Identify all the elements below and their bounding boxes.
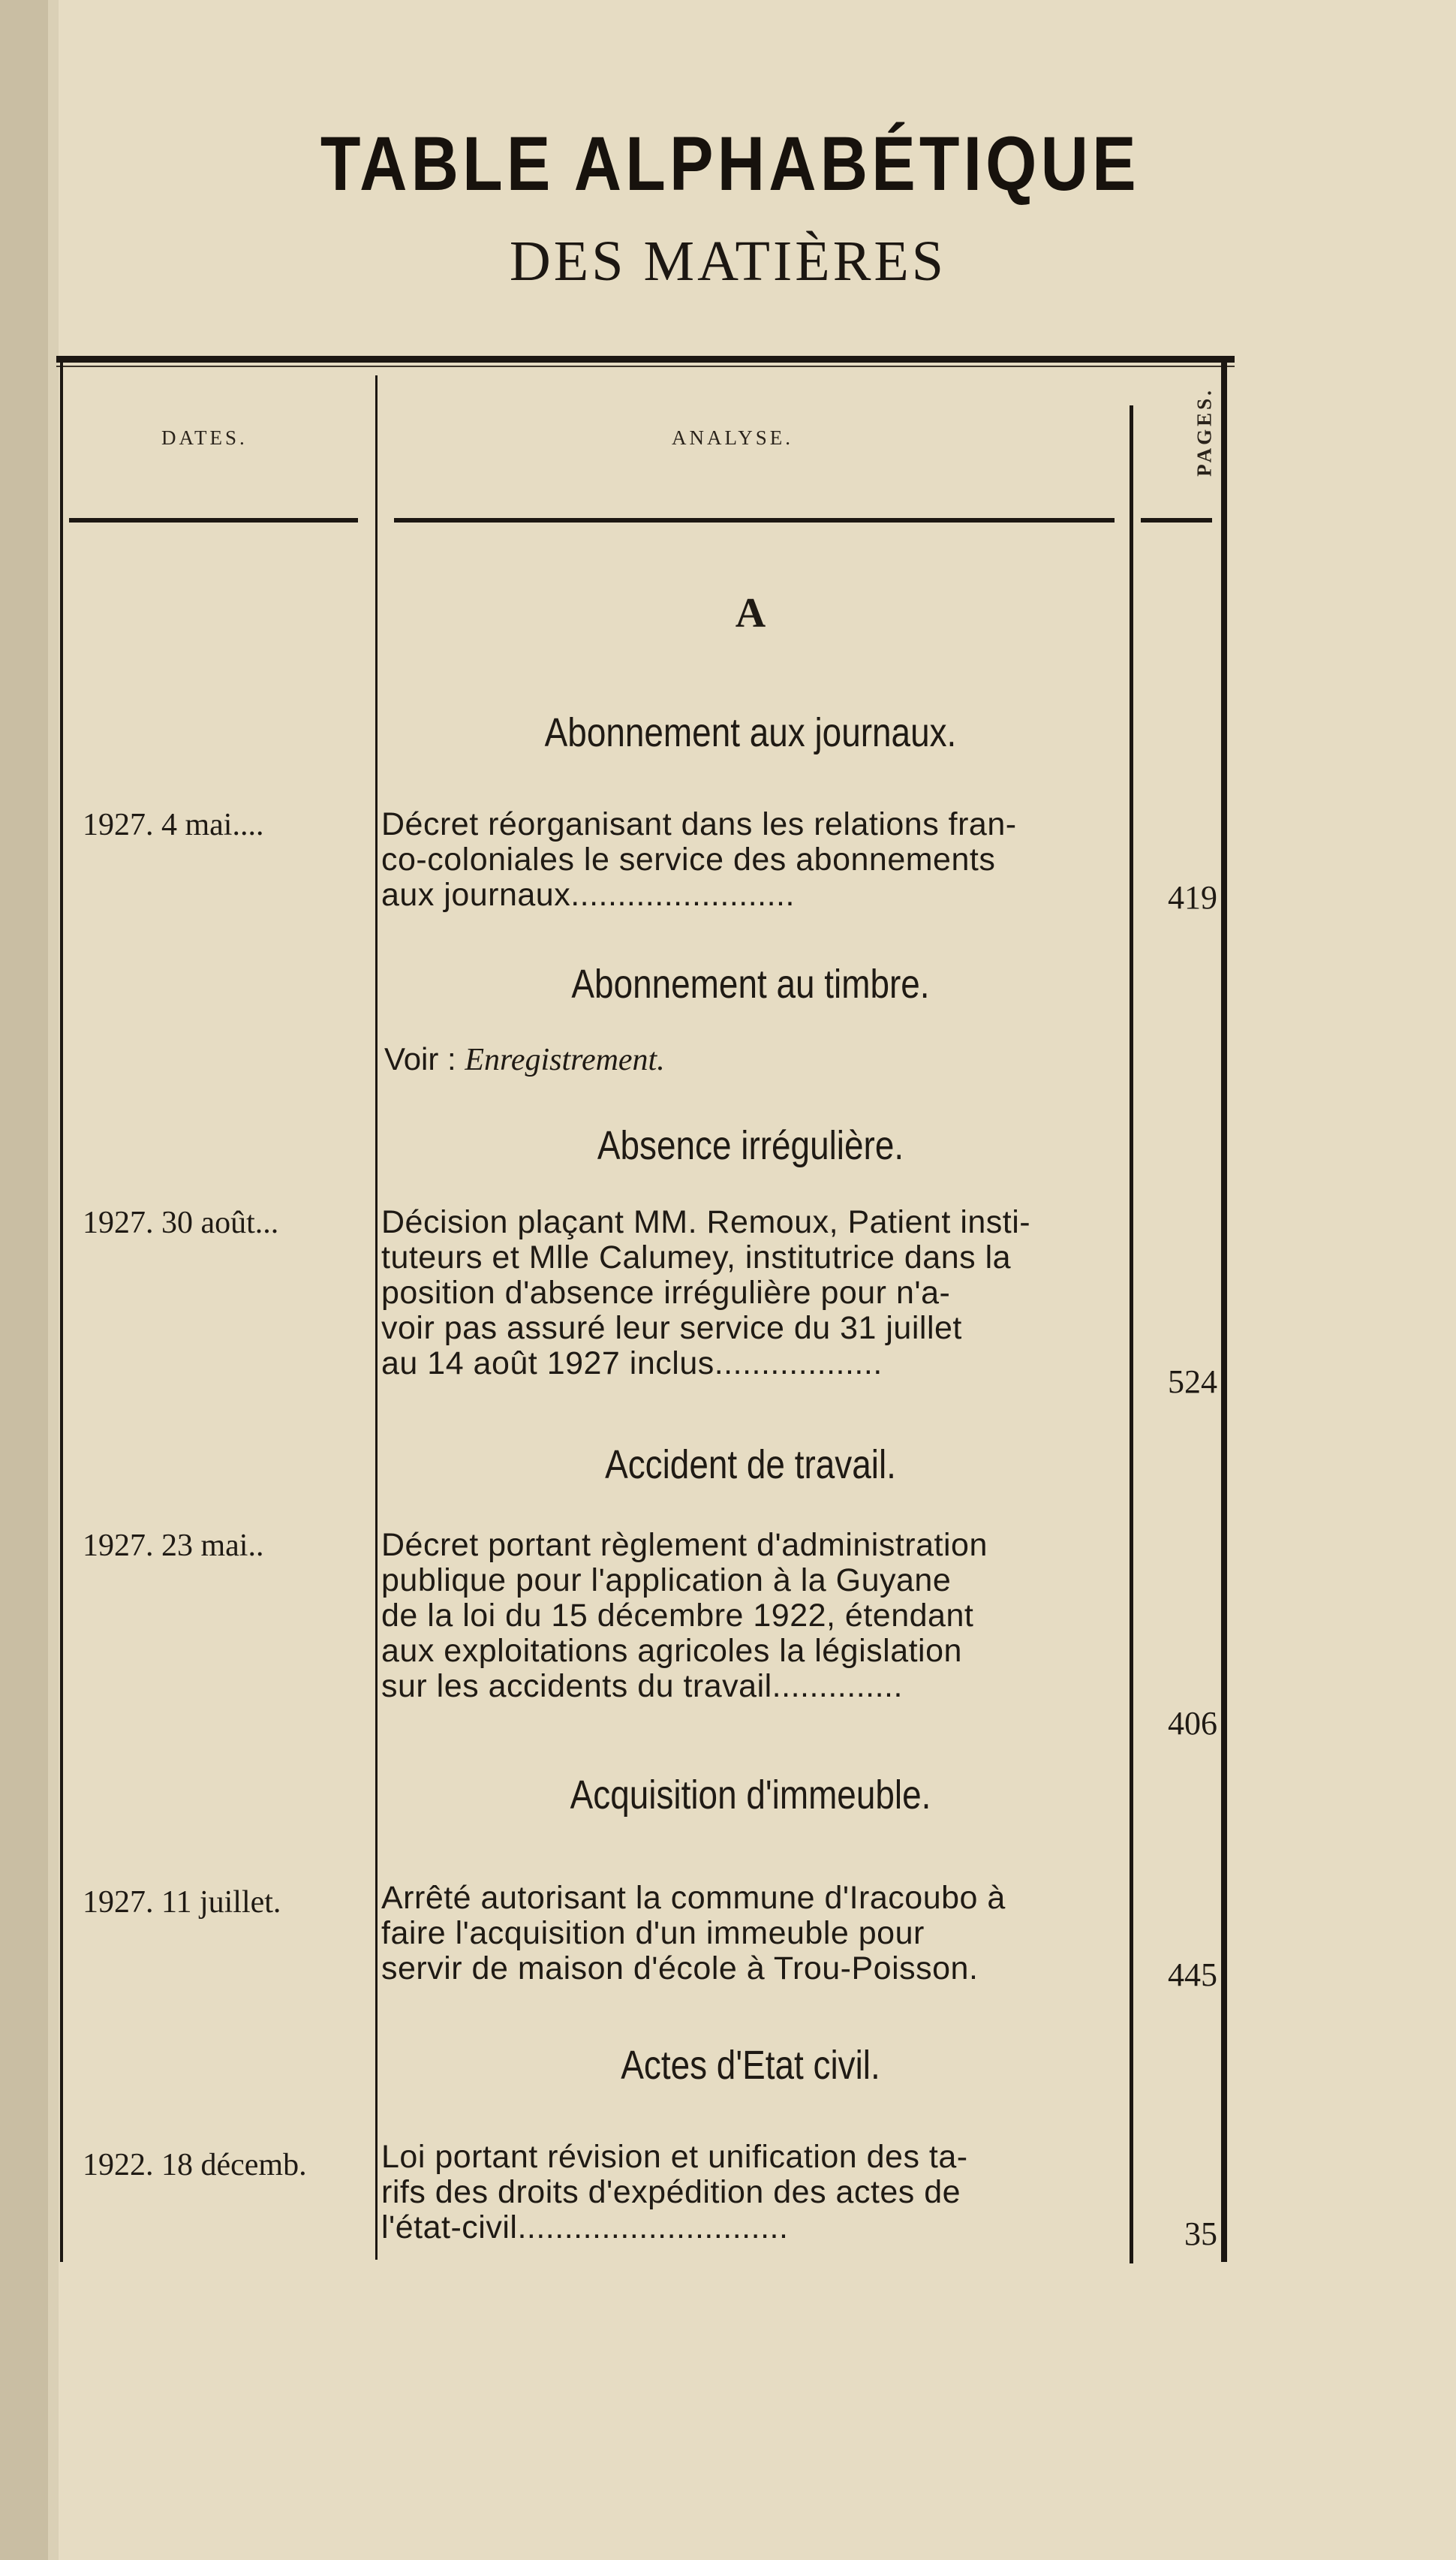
header-dates: DATES. <box>161 426 248 449</box>
entry-page: 524 <box>1168 1363 1217 1400</box>
entry-heading: Abonnement au timbre. <box>571 962 930 1007</box>
entry-page: 419 <box>1168 879 1217 916</box>
entry-date: 1927. 4 mai.... <box>83 808 264 842</box>
entry-page: 445 <box>1168 1956 1217 1993</box>
see-reference <box>384 1041 665 1078</box>
entry-text <box>381 2140 1121 2245</box>
entry-text <box>381 1205 1121 1381</box>
entry-line: tuteurs et Mlle Calumey, institutrice dans la <box>381 1240 1012 1275</box>
header-analyse: ANALYSE. <box>672 426 794 449</box>
entry-date: 1927. 11 juillet. <box>83 1885 281 1920</box>
entry-line: co-coloniales le service des abonnements <box>381 842 996 878</box>
entry-line: faire l'acquisition d'un immeuble pour <box>381 1916 925 1951</box>
page-shadow <box>48 0 59 2560</box>
header-pages: PAGES. <box>1193 387 1216 477</box>
entry-line: de la loi du 15 décembre 1922, étendant <box>381 1598 974 1634</box>
entry-line: position d'absence irrégulière pour n'a- <box>381 1275 951 1311</box>
entry-line: Décret portant règlement d'administration <box>381 1528 988 1563</box>
entry-line: Décret réorganisant dans les relations fran- <box>381 807 1017 842</box>
column-divider-dates <box>375 375 378 2260</box>
entry-heading: Actes d'Etat civil. <box>621 2043 880 2088</box>
page-binding-edge <box>0 0 48 2560</box>
entry-line: sur les accidents du travail.............. <box>381 1669 903 1704</box>
see-label: Voir : <box>384 1041 456 1077</box>
entry-date: 1927. 23 mai.. <box>83 1528 264 1563</box>
entry-page: 406 <box>1168 1705 1217 1742</box>
entry-line: l'état-civil............................. <box>381 2210 789 2245</box>
header-rule-dates <box>69 518 358 523</box>
entry-heading: Acquisition d'immeuble. <box>570 1772 931 1818</box>
entry-line: Arrêté autorisant la commune d'Iracoubo à <box>381 1881 1006 1916</box>
top-rule-thin <box>56 366 1235 367</box>
left-border <box>60 363 63 2262</box>
header-rule-analyse <box>394 518 1115 523</box>
see-target: Enregistrement. <box>465 1043 665 1077</box>
entry-heading: Absence irrégulière. <box>597 1123 904 1168</box>
page-title: TABLE ALPHABÉTIQUE <box>320 121 1140 206</box>
entry-line: voir pas assuré leur service du 31 juillet <box>381 1311 962 1346</box>
entry-page: 35 <box>1184 2215 1217 2252</box>
entry-line: aux journaux........................ <box>381 878 795 913</box>
right-border <box>1221 363 1227 2262</box>
top-rule <box>56 356 1235 363</box>
section-letter: A <box>735 590 766 637</box>
entry-line: servir de maison d'école à Trou-Poisson. <box>381 1951 979 1986</box>
entry-line: publique pour l'application à la Guyane <box>381 1563 952 1598</box>
entry-date: 1922. 18 décemb. <box>83 2148 307 2182</box>
entry-heading: Accident de travail. <box>605 1442 896 1487</box>
entry-text <box>381 807 1121 913</box>
entry-date: 1927. 30 août... <box>83 1206 279 1240</box>
entry-line: Décision plaçant MM. Remoux, Patient insti- <box>381 1205 1031 1240</box>
column-divider-pages <box>1130 405 1133 2263</box>
entry-line: aux exploitations agricoles la législation <box>381 1634 962 1669</box>
entry-line: au 14 août 1927 inclus.................. <box>381 1346 883 1381</box>
page-subtitle: DES MATIÈRES <box>509 230 947 293</box>
entry-text <box>381 1881 1121 1986</box>
entry-line: rifs des droits d'expédition des actes de <box>381 2175 961 2210</box>
header-rule-pages <box>1141 518 1212 523</box>
entry-text <box>381 1528 1121 1704</box>
entry-line: Loi portant révision et unification des ta- <box>381 2140 968 2175</box>
entry-heading: Abonnement aux journaux. <box>544 710 957 755</box>
